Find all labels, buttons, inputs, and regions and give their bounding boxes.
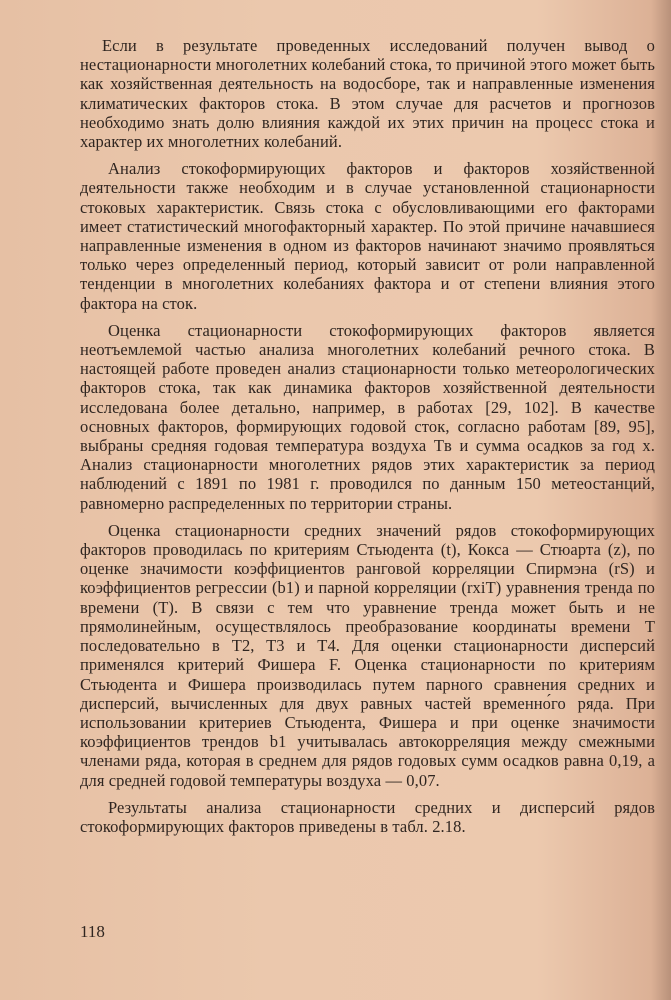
paragraph-3: Оценка стационарности стокоформирующих факторов является неотъемлемой частью анализа многолетних колебаний речного стока. В настоящей работе проведен анализ стационарности только метеорологических факторов стока, так как динамика факторов хозяйственной деятельности исследована более детально, например, в работах [29, 102]. В качестве основных факторов, формирующих годовой сток, согласно работам [89, 95], выбраны средняя годовая температура воздуха Tв и сумма осадков за год x. Анализ стационарности многолетних рядов этих характеристик за период наблюдений с 1891 по 1981 г. проводился по данным 150 метеостанций, равномерно распределенных по территории страны. bbox=[80, 320, 655, 513]
paragraph-5: Результаты анализа стационарности средних и дисперсий рядов стокоформирующих факторов приведены в табл. 2.18. bbox=[80, 797, 655, 836]
paragraph-4: Оценка стационарности средних значений рядов стокоформирующих факторов проводилась по критериям Стьюдента (t), Кокса — Стюарта (z), по оценке значимости коэффициентов ранговой корреляции Спирмэна (rS) и коэффициентов регрессии (b1) и парной корреляции (rxiT) уравнения тренда по времени (T). В связи с тем что уравнение тренда может быть и не прямолинейным, осуществлялось преобразование координаты времени T последовательно в T2, T3 и T4. Для оценки стационарности дисперсий применялся критерий Фишера F. Оценка стационарности по критериям Стьюдента и Фишера производилась путем парного сравнения средних и дисперсий, вычисленных для двух равных частей временно́го ряда. При использовании критериев Стьюдента, Фишера и при оценке значимости коэффициентов трендов b1 учитывалась автокорреляция между смежными членами ряда, которая в среднем для рядов годовых сумм осадков равна 0,19, а для средней годовой температуры воздуха — 0,07. bbox=[80, 520, 655, 790]
paragraph-1: Если в результате проведенных исследований получен вывод о нестационарности многолетних колебаний стока, то причиной этого может быть как хозяйственная деятельность на водосборе, так и направленные изменения климатических факторов стока. В этом случае для расчетов и прогнозов необходимо знать долю влияния каждой их этих причин на процесс стока и характер их многолетних колебаний. bbox=[80, 36, 655, 152]
paragraph-2: Анализ стокоформирующих факторов и факторов хозяйственной деятельности также необходим и в случае установленной стационарности стоковых характеристик. Связь стока с обусловливающими его факторами имеет статистический многофакторный характер. По этой причине начавшиеся направленные изменения в одном из факторов начинают значимо проявляться только через определенный период, который зависит от роли направленной тенденции в многолетних колебаниях фактора и от степени влияния этого фактора на сток. bbox=[80, 159, 655, 313]
page-number: 118 bbox=[80, 922, 105, 941]
page-body bbox=[80, 36, 655, 844]
